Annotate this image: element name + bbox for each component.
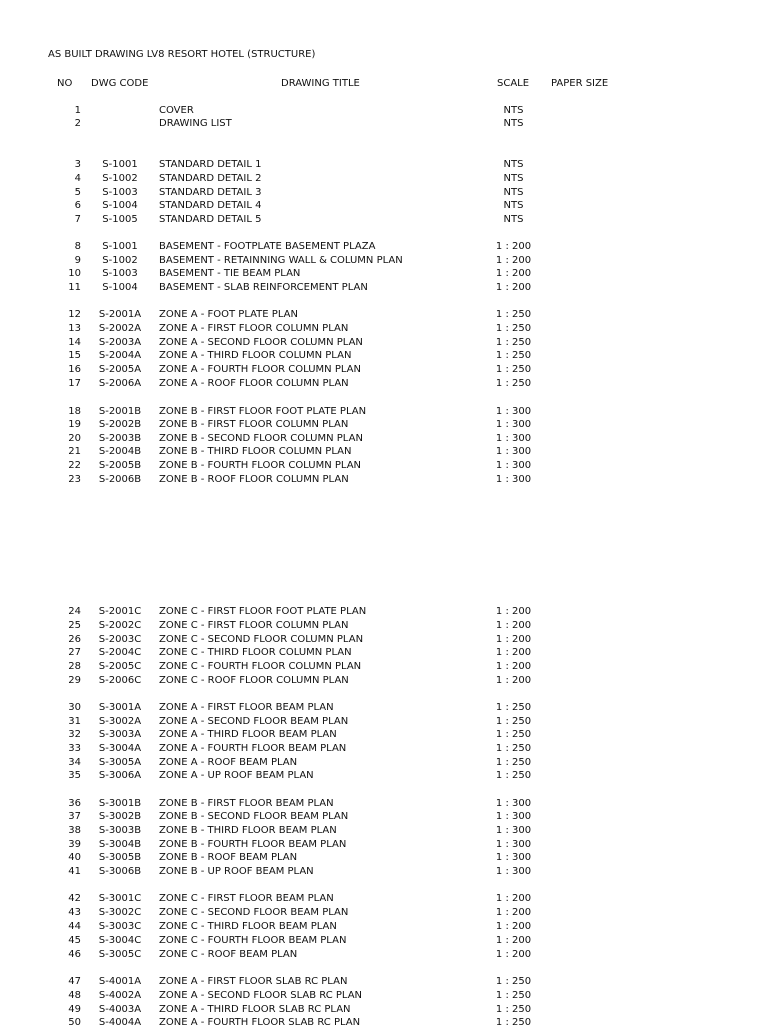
row-dwg-code: S-2002B [98,419,142,430]
row-dwg-code: S-4004A [98,1017,142,1028]
row-title: ZONE A - THIRD FLOOR SLAB RC PLAN [159,1004,351,1015]
row-no: 40 [68,852,81,863]
row-no: 24 [68,606,81,617]
row-no: 36 [68,798,81,809]
row-scale: 1 : 250 [495,757,532,768]
row-dwg-code: S-2002A [98,323,142,334]
row-no: 39 [68,839,81,850]
row-title: ZONE C - THIRD FLOOR COLUMN PLAN [159,647,352,658]
row-scale: 1 : 300 [495,798,532,809]
row-title: ZONE B - FIRST FLOOR BEAM PLAN [159,798,334,809]
row-scale: 1 : 200 [495,921,532,932]
table-row [0,199,768,212]
row-no: 15 [68,350,81,361]
row-title: STANDARD DETAIL 3 [159,187,262,198]
row-title: ZONE A - ROOF BEAM PLAN [159,757,298,768]
row-dwg-code: S-2004B [98,446,142,457]
row-no: 7 [74,214,81,225]
table-row [0,104,768,117]
row-title: ZONE C - FIRST FLOOR COLUMN PLAN [159,620,349,631]
row-scale: 1 : 200 [495,634,532,645]
row-title: BASEMENT - FOOTPLATE BASEMENT PLAZA [159,241,376,252]
row-title: ZONE B - THIRD FLOOR BEAM PLAN [159,825,337,836]
row-dwg-code: S-2004A [98,350,142,361]
row-no: 20 [68,433,81,444]
row-no: 14 [68,337,81,348]
row-scale: NTS [503,200,524,211]
row-no: 42 [68,893,81,904]
row-scale: 1 : 200 [495,647,532,658]
table-row [0,728,768,741]
row-dwg-code: S-2003A [98,337,142,348]
table-row [0,308,768,321]
table-row [0,646,768,659]
row-scale: 1 : 200 [495,935,532,946]
row-dwg-code: S-2005C [98,661,142,672]
header-scale: SCALE [497,78,530,89]
table-row [0,240,768,253]
row-no: 5 [74,187,81,198]
table-row [0,432,768,445]
table-row [0,633,768,646]
row-title: COVER [159,105,194,116]
table-row [0,117,768,130]
row-title: ZONE A - FIRST FLOOR COLUMN PLAN [159,323,349,334]
row-scale: 1 : 300 [495,460,532,471]
row-scale: NTS [503,159,524,170]
row-dwg-code: S-1002 [102,255,138,266]
row-no: 44 [68,921,81,932]
row-title: ZONE C - ROOF FLOOR COLUMN PLAN [159,675,349,686]
row-title: ZONE A - FOURTH FLOOR COLUMN PLAN [159,364,361,375]
row-dwg-code: S-2003B [98,433,142,444]
row-title: ZONE A - SECOND FLOOR BEAM PLAN [159,716,349,727]
row-no: 30 [68,702,81,713]
row-dwg-code: S-3004C [98,935,142,946]
row-title: ZONE C - FIRST FLOOR BEAM PLAN [159,893,334,904]
row-scale: 1 : 200 [495,620,532,631]
row-scale: 1 : 200 [495,268,532,279]
row-no: 26 [68,634,81,645]
row-title: ZONE A - FOOT PLATE PLAN [159,309,298,320]
row-title: ZONE B - FIRST FLOOR FOOT PLATE PLAN [159,406,367,417]
row-no: 32 [68,729,81,740]
row-no: 22 [68,460,81,471]
row-no: 48 [68,990,81,1001]
row-title: ZONE A - SECOND FLOOR COLUMN PLAN [159,337,363,348]
row-scale: 1 : 200 [495,949,532,960]
row-title: ZONE B - SECOND FLOOR BEAM PLAN [159,811,349,822]
table-row [0,363,768,376]
row-no: 38 [68,825,81,836]
row-scale: 1 : 250 [495,309,532,320]
table-row [0,674,768,687]
row-dwg-code: S-2004C [98,647,142,658]
row-scale: 1 : 250 [495,729,532,740]
row-no: 31 [68,716,81,727]
row-dwg-code: S-4002A [98,990,142,1001]
row-no: 46 [68,949,81,960]
row-title: ZONE C - SECOND FLOOR COLUMN PLAN [159,634,364,645]
table-row [0,948,768,961]
row-no: 11 [68,282,81,293]
row-title: STANDARD DETAIL 2 [159,173,262,184]
row-title: ZONE A - THIRD FLOOR BEAM PLAN [159,729,337,740]
row-no: 23 [68,474,81,485]
row-no: 47 [68,976,81,987]
row-title: ZONE C - FOURTH FLOOR COLUMN PLAN [159,661,362,672]
row-no: 17 [68,378,81,389]
row-title: BASEMENT - RETAINNING WALL & COLUMN PLAN [159,255,403,266]
row-title: ZONE B - UP ROOF BEAM PLAN [159,866,314,877]
row-no: 35 [68,770,81,781]
header-paper-size: PAPER SIZE [551,78,609,89]
row-scale: 1 : 250 [495,702,532,713]
row-scale: 1 : 250 [495,990,532,1001]
row-dwg-code: S-3005C [98,949,142,960]
table-row [0,445,768,458]
row-dwg-code: S-2001C [98,606,142,617]
row-no: 37 [68,811,81,822]
row-title: DRAWING LIST [159,118,232,129]
table-row [0,619,768,632]
row-dwg-code: S-3003C [98,921,142,932]
row-no: 29 [68,675,81,686]
row-dwg-code: S-3005A [98,757,142,768]
row-title: ZONE B - FOURTH FLOOR COLUMN PLAN [159,460,362,471]
table-row [0,838,768,851]
header-dwg-code: DWG CODE [91,78,149,89]
row-scale: 1 : 250 [495,976,532,987]
row-no: 27 [68,647,81,658]
row-scale: 1 : 250 [495,1017,532,1028]
row-scale: 1 : 300 [495,866,532,877]
table-row [0,756,768,769]
table-row [0,975,768,988]
row-dwg-code: S-1004 [102,200,138,211]
row-dwg-code: S-3002A [98,716,142,727]
row-scale: 1 : 300 [495,811,532,822]
row-title: ZONE A - FIRST FLOOR BEAM PLAN [159,702,334,713]
row-no: 9 [74,255,81,266]
row-no: 25 [68,620,81,631]
row-no: 21 [68,446,81,457]
row-title: ZONE B - FIRST FLOOR COLUMN PLAN [159,419,349,430]
row-no: 34 [68,757,81,768]
row-scale: 1 : 250 [495,323,532,334]
table-row [0,418,768,431]
row-scale: 1 : 300 [495,433,532,444]
table-row [0,336,768,349]
table-row [0,769,768,782]
row-dwg-code: S-1003 [102,187,138,198]
row-scale: 1 : 250 [495,350,532,361]
row-dwg-code: S-3003B [98,825,142,836]
table-row [0,742,768,755]
row-scale: 1 : 250 [495,770,532,781]
row-scale: 1 : 200 [495,241,532,252]
row-dwg-code: S-3006B [98,866,142,877]
row-no: 6 [74,200,81,211]
row-scale: 1 : 300 [495,419,532,430]
row-dwg-code: S-2006A [98,378,142,389]
row-dwg-code: S-2002C [98,620,142,631]
row-dwg-code: S-1005 [102,214,138,225]
table-row [0,349,768,362]
row-scale: NTS [503,214,524,225]
row-no: 33 [68,743,81,754]
table-row [0,715,768,728]
table-header [0,77,768,90]
row-dwg-code: S-2003C [98,634,142,645]
row-no: 4 [74,173,81,184]
row-title: BASEMENT - SLAB REINFORCEMENT PLAN [159,282,368,293]
table-row [0,934,768,947]
table-row [0,213,768,226]
row-scale: 1 : 200 [495,907,532,918]
row-dwg-code: S-3001C [98,893,142,904]
row-no: 50 [68,1017,81,1028]
row-no: 49 [68,1004,81,1015]
row-no: 1 [74,105,81,116]
row-scale: 1 : 250 [495,364,532,375]
row-dwg-code: S-4003A [98,1004,142,1015]
row-dwg-code: S-3005B [98,852,142,863]
row-scale: 1 : 300 [495,839,532,850]
row-title: ZONE A - FOURTH FLOOR SLAB RC PLAN [159,1017,361,1028]
row-scale: 1 : 250 [495,1004,532,1015]
table-row [0,920,768,933]
row-title: ZONE A - SECOND FLOOR SLAB RC PLAN [159,990,363,1001]
row-scale: 1 : 200 [495,675,532,686]
row-dwg-code: S-2001B [98,406,142,417]
row-no: 12 [68,309,81,320]
row-title: ZONE A - THIRD FLOOR COLUMN PLAN [159,350,352,361]
table-row [0,1016,768,1029]
row-no: 3 [74,159,81,170]
table-row [0,660,768,673]
row-title: ZONE B - ROOF FLOOR COLUMN PLAN [159,474,349,485]
table-row [0,186,768,199]
row-no: 2 [74,118,81,129]
row-dwg-code: S-3006A [98,770,142,781]
row-title: ZONE C - SECOND FLOOR BEAM PLAN [159,907,349,918]
table-row [0,254,768,267]
row-scale: 1 : 250 [495,743,532,754]
table-row [0,824,768,837]
row-title: STANDARD DETAIL 5 [159,214,262,225]
row-no: 18 [68,406,81,417]
table-row [0,989,768,1002]
row-dwg-code: S-4001A [98,976,142,987]
row-scale: 1 : 200 [495,282,532,293]
row-scale: 1 : 300 [495,852,532,863]
row-dwg-code: S-1001 [102,159,138,170]
row-dwg-code: S-1002 [102,173,138,184]
row-title: STANDARD DETAIL 1 [159,159,262,170]
table-row [0,892,768,905]
table-row [0,322,768,335]
row-dwg-code: S-3004B [98,839,142,850]
row-title: ZONE A - FOURTH FLOOR BEAM PLAN [159,743,347,754]
row-scale: 1 : 300 [495,446,532,457]
row-title: ZONE A - ROOF FLOOR COLUMN PLAN [159,378,349,389]
table-row [0,267,768,280]
row-no: 28 [68,661,81,672]
row-title: STANDARD DETAIL 4 [159,200,262,211]
row-scale: 1 : 200 [495,606,532,617]
table-row [0,701,768,714]
row-dwg-code: S-1003 [102,268,138,279]
row-title: ZONE B - SECOND FLOOR COLUMN PLAN [159,433,363,444]
table-row [0,473,768,486]
row-title: ZONE B - FOURTH FLOOR BEAM PLAN [159,839,347,850]
table-row [0,377,768,390]
row-scale: 1 : 300 [495,406,532,417]
row-dwg-code: S-3001B [98,798,142,809]
table-row [0,851,768,864]
header-drawing-title: DRAWING TITLE [281,78,360,89]
row-scale: NTS [503,105,524,116]
row-dwg-code: S-3002B [98,811,142,822]
row-title: ZONE B - THIRD FLOOR COLUMN PLAN [159,446,352,457]
table-row [0,172,768,185]
row-dwg-code: S-2005B [98,460,142,471]
row-scale: 1 : 300 [495,825,532,836]
row-no: 8 [74,241,81,252]
row-scale: 1 : 200 [495,255,532,266]
row-dwg-code: S-2006C [98,675,142,686]
row-title: ZONE A - FIRST FLOOR SLAB RC PLAN [159,976,348,987]
row-title: ZONE C - FIRST FLOOR FOOT PLATE PLAN [159,606,367,617]
row-dwg-code: S-3003A [98,729,142,740]
row-dwg-code: S-3002C [98,907,142,918]
row-dwg-code: S-2006B [98,474,142,485]
row-dwg-code: S-1001 [102,241,138,252]
row-scale: NTS [503,118,524,129]
row-title: BASEMENT - TIE BEAM PLAN [159,268,301,279]
row-scale: 1 : 200 [495,661,532,672]
row-dwg-code: S-3004A [98,743,142,754]
table-row [0,281,768,294]
row-scale: 1 : 200 [495,893,532,904]
row-no: 45 [68,935,81,946]
row-title: ZONE C - FOURTH FLOOR BEAM PLAN [159,935,347,946]
table-row [0,1003,768,1016]
row-scale: 1 : 250 [495,716,532,727]
row-title: ZONE B - ROOF BEAM PLAN [159,852,298,863]
row-no: 13 [68,323,81,334]
row-no: 41 [68,866,81,877]
row-no: 43 [68,907,81,918]
row-no: 19 [68,419,81,430]
row-title: ZONE C - ROOF BEAM PLAN [159,949,298,960]
row-dwg-code: S-3001A [98,702,142,713]
table-row [0,906,768,919]
table-row [0,158,768,171]
row-scale: 1 : 250 [495,337,532,348]
row-title: ZONE A - UP ROOF BEAM PLAN [159,770,314,781]
table-row [0,405,768,418]
row-dwg-code: S-1004 [102,282,138,293]
header-no: NO [57,78,73,89]
row-dwg-code: S-2005A [98,364,142,375]
table-row [0,865,768,878]
row-scale: 1 : 250 [495,378,532,389]
table-row [0,810,768,823]
table-row [0,605,768,618]
row-title: ZONE C - THIRD FLOOR BEAM PLAN [159,921,337,932]
row-no: 10 [68,268,81,279]
row-scale: 1 : 300 [495,474,532,485]
row-dwg-code: S-2001A [98,309,142,320]
document-title: AS BUILT DRAWING LV8 RESORT HOTEL (STRUCTURE) [48,49,316,60]
row-scale: NTS [503,187,524,198]
row-scale: NTS [503,173,524,184]
row-no: 16 [68,364,81,375]
table-row [0,797,768,810]
table-row [0,459,768,472]
